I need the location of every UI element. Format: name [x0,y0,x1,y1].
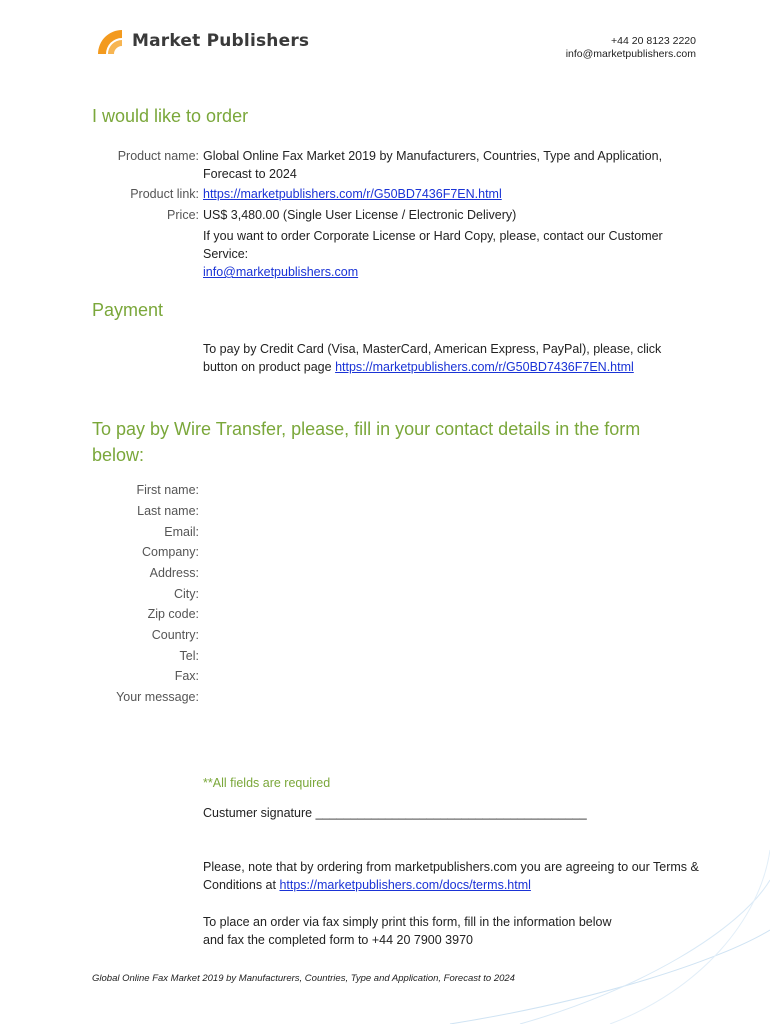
logo [96,28,309,54]
footer-title: Global Online Fax Market 2019 by Manufacturers, Countries, Type and Application, Forecast to 2024 [92,973,515,984]
logo-text: Market Publishers [132,31,310,51]
payment-product-link[interactable]: https://marketpublishers.com/r/G50BD7436F7EN.html [335,360,634,374]
header-contact [566,35,696,61]
field-label-your-message: Your message: [116,690,199,704]
signature-line: _______________________________________ [315,806,587,820]
signature-row [203,804,723,822]
payment-text [203,340,683,376]
header-email[interactable]: info@marketpublishers.com [565,48,696,60]
field-label-tel: Tel: [179,649,199,663]
order-heading: I would like to order [92,106,249,126]
field-label-city: City: [174,587,199,601]
fax-line-1: To place an order via fax simply print this form, fill in the information below [203,915,612,929]
corporate-note: If you want to order Corporate License or Hard Copy, please, contact our Customer Service: [203,229,663,261]
terms-link[interactable]: https://marketpublishers.com/docs/terms.html [279,878,531,892]
fax-line-2: and fax the completed form to +44 20 7900 3970 [203,933,473,947]
field-label-fax: Fax: [174,669,199,683]
fax-instructions [203,913,723,949]
logo-arc-icon [96,28,126,54]
header-phone: +44 20 8123 2220 [611,35,696,47]
signature-label: Custumer signature [203,806,316,820]
field-label-first-name: First name: [136,483,199,497]
field-label-last-name: Last name: [137,504,199,518]
field-label-zip-code: Zip code: [147,607,199,621]
product-link-label: Product link: [130,187,199,201]
field-label-email: Email: [164,525,199,539]
price-label: Price: [167,208,199,222]
payment-heading: Payment [92,300,164,320]
wire-transfer-heading: To pay by Wire Transfer, please, fill in your contact details in the form below: [92,419,641,465]
field-label-company: Company: [142,545,199,559]
field-label-country: Country: [151,628,199,642]
payment-description: To pay by Credit Card (Visa, MasterCard, American Express, PayPal), please, click button on product page [203,342,662,374]
product-name-value: Global Online Fax Market 2019 by Manufacturers, Countries, Type and Application, Forecast to 2024 [203,149,663,181]
terms-description: Please, note that by ordering from marketpublishers.com you are agreeing to our Terms & Conditions at [203,860,699,892]
terms-text [203,858,708,894]
product-name-label: Product name: [117,149,199,163]
field-label-address: Address: [149,566,199,580]
required-note: **All fields are required [203,776,331,790]
service-email-link[interactable]: info@marketpublishers.com [203,265,359,279]
price-value: US$ 3,480.00 (Single User License / Electronic Delivery) [203,208,517,222]
product-link[interactable]: https://marketpublishers.com/r/G50BD7436F7EN.html [203,187,502,201]
